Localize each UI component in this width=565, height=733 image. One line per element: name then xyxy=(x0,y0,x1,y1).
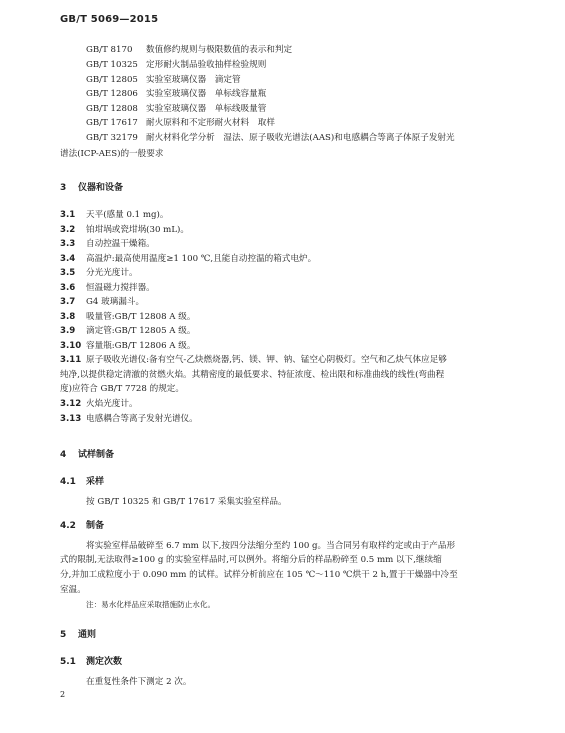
item-number: 3.12 xyxy=(60,399,82,409)
subsection-title: 采样 xyxy=(86,477,105,487)
list-item xyxy=(60,324,195,336)
item-number: 3.7 xyxy=(60,297,76,307)
reference-item xyxy=(86,74,241,86)
list-item xyxy=(60,208,168,220)
reference-code: GB/T 32179 xyxy=(86,133,138,143)
item-number: 3.1 xyxy=(60,210,76,220)
reference-item xyxy=(86,103,266,115)
item-number: 3.4 xyxy=(60,254,76,264)
section-number: 3 xyxy=(60,183,67,193)
reference-title: 定形耐火制品验收抽样检验规则 xyxy=(146,60,267,70)
item-number: 3.6 xyxy=(60,283,76,293)
list-item xyxy=(60,266,138,278)
reference-item xyxy=(86,88,266,100)
subsection-number: 4.2 xyxy=(60,521,76,531)
item-text: 容量瓶:GB/T 12806 A 级。 xyxy=(86,341,196,351)
item-text: 自动控温干燥箱。 xyxy=(86,239,155,249)
item-number: 3.8 xyxy=(60,312,76,322)
item-number: 3.13 xyxy=(60,414,82,424)
paragraph-line: 式的限制,无法取得≥100 g 的实验室样品时,可以例外。将缩分后的样品粉碎至 0.5 mm 以下,继续缩 xyxy=(60,555,442,565)
item-text: 高温炉:最高使用温度≥1 100 ℃,且能自动控温的箱式电炉。 xyxy=(86,254,317,264)
reference-title: 耐火原料和不定形耐火材料 取样 xyxy=(146,118,275,128)
paragraph-line: 将实验室样品破碎至 6.7 mm 以下,按四分法缩分至约 100 g。当合同另有取样约定或由于产品形 xyxy=(86,541,456,551)
reference-item xyxy=(86,59,266,71)
subsection-heading xyxy=(60,474,104,487)
item-continuation: 度)应符合 GB/T 7728 的规定。 xyxy=(60,384,184,394)
subsection-title: 测定次数 xyxy=(86,657,123,667)
item-text: 铂坩埚或瓷坩埚(30 mL)。 xyxy=(86,225,189,235)
reference-code: GB/T 17617 xyxy=(86,118,138,128)
list-item xyxy=(60,281,155,293)
reference-title: 实验室玻璃仪器 单标线吸量管 xyxy=(146,104,267,114)
subsection-number: 4.1 xyxy=(60,477,76,487)
paragraph-line: 室温。 xyxy=(60,585,86,595)
reference-item xyxy=(86,44,292,56)
reference-code: GB/T 12805 xyxy=(86,75,138,85)
item-number: 3.3 xyxy=(60,239,76,249)
paragraph-line: 分,并加工成粒度小于 0.090 mm 的试样。试样分析前应在 105 ℃～110 ℃烘干 2 h,置于干燥器中冷至 xyxy=(60,570,458,580)
item-text: 滴定管:GB/T 12805 A 级。 xyxy=(86,326,196,336)
reference-code: GB/T 12806 xyxy=(86,89,138,99)
list-item xyxy=(60,310,195,322)
item-text: 恒温磁力搅拌器。 xyxy=(86,283,155,293)
note: 注：易水化样品应采取措施防止水化。 xyxy=(86,600,216,609)
list-item xyxy=(60,223,189,235)
list-item xyxy=(60,237,155,249)
reference-item xyxy=(86,132,455,144)
paragraph: 在重复性条件下测定 2 次。 xyxy=(86,677,192,687)
reference-code: GB/T 12808 xyxy=(86,104,138,114)
section-heading xyxy=(60,180,123,193)
subsection-heading xyxy=(60,654,122,667)
list-item xyxy=(60,295,144,307)
item-text: 电感耦合等离子发射光谱仪。 xyxy=(86,414,198,424)
item-continuation: 纯净,以提供稳定清澈的贫燃火焰。其精密度的最低要求、特征浓度、检出限和标准曲线的线性(弯曲程 xyxy=(60,370,445,380)
standard-header: GB/T 5069—2015 xyxy=(60,14,159,25)
section-title: 仪器和设备 xyxy=(78,183,124,193)
reference-title: 数值修约规则与极限数值的表示和判定 xyxy=(146,45,293,55)
list-item xyxy=(60,339,195,351)
section-number: 5 xyxy=(60,630,67,640)
section-number: 4 xyxy=(60,450,67,460)
page-number: 2 xyxy=(60,690,66,699)
reference-code: GB/T 8170 xyxy=(86,45,133,55)
item-text: 分光光度计。 xyxy=(86,268,138,278)
subsection-title: 制备 xyxy=(86,521,105,531)
reference-continuation: 谱法(ICP-AES)的一般要求 xyxy=(60,149,164,159)
subsection-heading xyxy=(60,518,104,531)
item-text: 吸量管:GB/T 12808 A 级。 xyxy=(86,312,196,322)
item-text: 火焰光度计。 xyxy=(86,399,138,409)
item-number: 3.10 xyxy=(60,341,82,351)
item-number: 3.2 xyxy=(60,225,76,235)
item-number: 3.11 xyxy=(60,355,82,365)
section-title: 试样制备 xyxy=(78,450,115,460)
item-number: 3.9 xyxy=(60,326,76,336)
reference-code: GB/T 10325 xyxy=(86,60,138,70)
item-text: 原子吸收光谱仪:备有空气-乙炔燃烧器,钙、镁、钾、钠、锰空心阴极灯。空气和乙炔气体应足够 xyxy=(86,355,447,365)
item-text: 天平(感量 0.1 mg)。 xyxy=(86,210,169,220)
list-item xyxy=(60,412,198,424)
item-number: 3.5 xyxy=(60,268,76,278)
reference-title: 耐火材料化学分析 湿法、原子吸收光谱法(AAS)和电感耦合等离子体原子发射光 xyxy=(146,133,455,143)
list-item xyxy=(60,353,447,365)
subsection-number: 5.1 xyxy=(60,657,76,667)
reference-title: 实验室玻璃仪器 滴定管 xyxy=(146,75,241,85)
section-heading xyxy=(60,627,96,640)
list-item xyxy=(60,397,138,409)
paragraph: 按 GB/T 10325 和 GB/T 17617 采集实验室样品。 xyxy=(86,497,287,507)
reference-item xyxy=(86,117,275,129)
section-heading xyxy=(60,447,114,460)
list-item xyxy=(60,252,316,264)
section-title: 通则 xyxy=(78,630,97,640)
reference-title: 实验室玻璃仪器 单标线容量瓶 xyxy=(146,89,267,99)
item-text: G4 玻璃漏斗。 xyxy=(86,297,145,307)
